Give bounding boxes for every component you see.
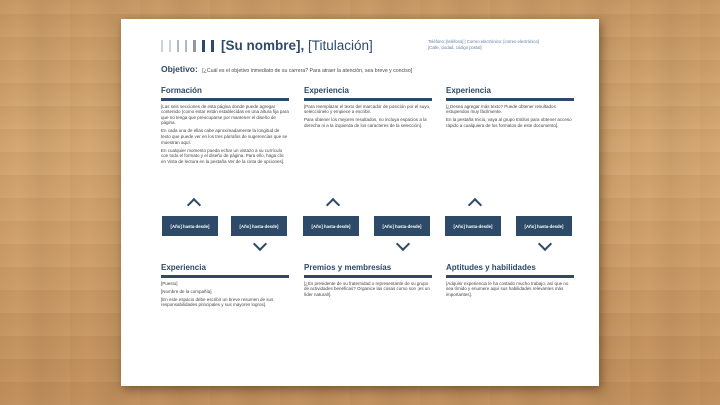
paragraph: [Para reemplazar el texto del marcador de posición por el suyo, selecciónelo y empiece a escribir. (304, 103, 431, 115)
contact-line: Teléfono: [teléfono] | Correo electrónico: [correo electrónico] (428, 39, 539, 44)
section-education (161, 86, 289, 167)
chevron-down-icon (538, 237, 552, 251)
page-title (221, 38, 373, 53)
chevron-down-icon (396, 237, 410, 251)
paragraph: En cualquier momento pueda echar un vistazo a su currículo con todo el formato y el diseño de página. Para ello, haga clic en Vista de lectura en la pestaña Ver de la cinta de opciones]. (161, 147, 285, 164)
header-decoration-bars (161, 40, 214, 52)
paragraph: [¿Desea agregar más texto? Puede obtener resultados estupendos muy fácilmente. (446, 103, 556, 115)
paragraph: [Las seis secciones de esta página donde puede agregar contenido (como estar están establecidas en una altura fija para que no tenga que preocuparse por mantener el diseño de página. (161, 103, 289, 126)
section-rule (304, 98, 432, 101)
date-box: [Año] hasta-desde] (162, 216, 218, 236)
paragraph: Para obtener los mejores resultados, no incluya espacios a la derecha ni a la izquierda de los caracteres de la selección]. (304, 117, 427, 128)
paragraph: [Puesto] (161, 280, 178, 286)
section-title: Aptitudes y habilidades (446, 263, 536, 272)
paragraph: [Adquirir experiencia le ha costado mucho trabajo, así que no sea tímido y enumere aquí sus habilidades relevantes más importantes]. (446, 280, 569, 297)
section-awards (304, 263, 432, 300)
chevron-up-icon (468, 198, 482, 212)
date-box: [Año] hasta-desde] (516, 216, 572, 236)
section-rule (304, 275, 432, 278)
chevron-down-icon (253, 237, 267, 251)
objective-section (161, 64, 412, 74)
section-work-experience (161, 263, 289, 310)
section-rule (446, 275, 574, 278)
section-rule (446, 98, 574, 101)
section-title: Premios y membresías (304, 263, 392, 272)
section-rule (161, 98, 289, 101)
date-box: [Año] hasta-desde] (374, 216, 430, 236)
date-box: [Año] hasta-desde] (231, 216, 287, 236)
section-rule (161, 275, 289, 278)
section-title: Experiencia (446, 86, 491, 95)
chevron-up-icon (187, 198, 201, 212)
name-placeholder: [Su nombre], (221, 38, 305, 53)
paragraph: En cada una de ellas cabe aproximadamente la longitud de texto que puede ver en los tres párrafos de sugerencias que se muestran aquí. (161, 128, 288, 145)
section-experience-2 (446, 86, 574, 131)
objective-label: Objetivo: (161, 64, 198, 74)
section-title: Formación (161, 86, 202, 95)
paragraph: [Nombre de la compañía] (161, 288, 212, 294)
contact-info (428, 39, 588, 51)
address-line: [Calle, ciudad, código postal] (428, 45, 482, 50)
date-box: [Año] hasta-desde] (303, 216, 359, 236)
paragraph: [En este espacio debe escribir un breve resumen de sus responsabilidades principales y sus mayores logros]. (161, 296, 274, 308)
section-title: Experiencia (304, 86, 349, 95)
degree-placeholder: [Titulación] (308, 38, 373, 53)
section-experience-1 (304, 86, 432, 131)
chevron-up-icon (326, 198, 340, 212)
objective-text: [¿Cuál es el objetivo inmediato de su carrera? Para atraer la atención, sea breve y conciso] (202, 68, 413, 74)
paragraph: En la pestaña Inicio, vaya al grupo Estilos para obtener acceso rápido a cualquiera de los formatos de este documento]. (446, 117, 572, 128)
section-title: Experiencia (161, 263, 206, 272)
paragraph: [¿Es presidente de su fraternidad o representante de su grupo de actividades benéficas? Organice las cosas como son ¡es un líder natural!]. (304, 280, 430, 297)
section-skills (446, 263, 574, 300)
resume-page (121, 19, 599, 386)
date-box: [Año] hasta-desde] (445, 216, 501, 236)
